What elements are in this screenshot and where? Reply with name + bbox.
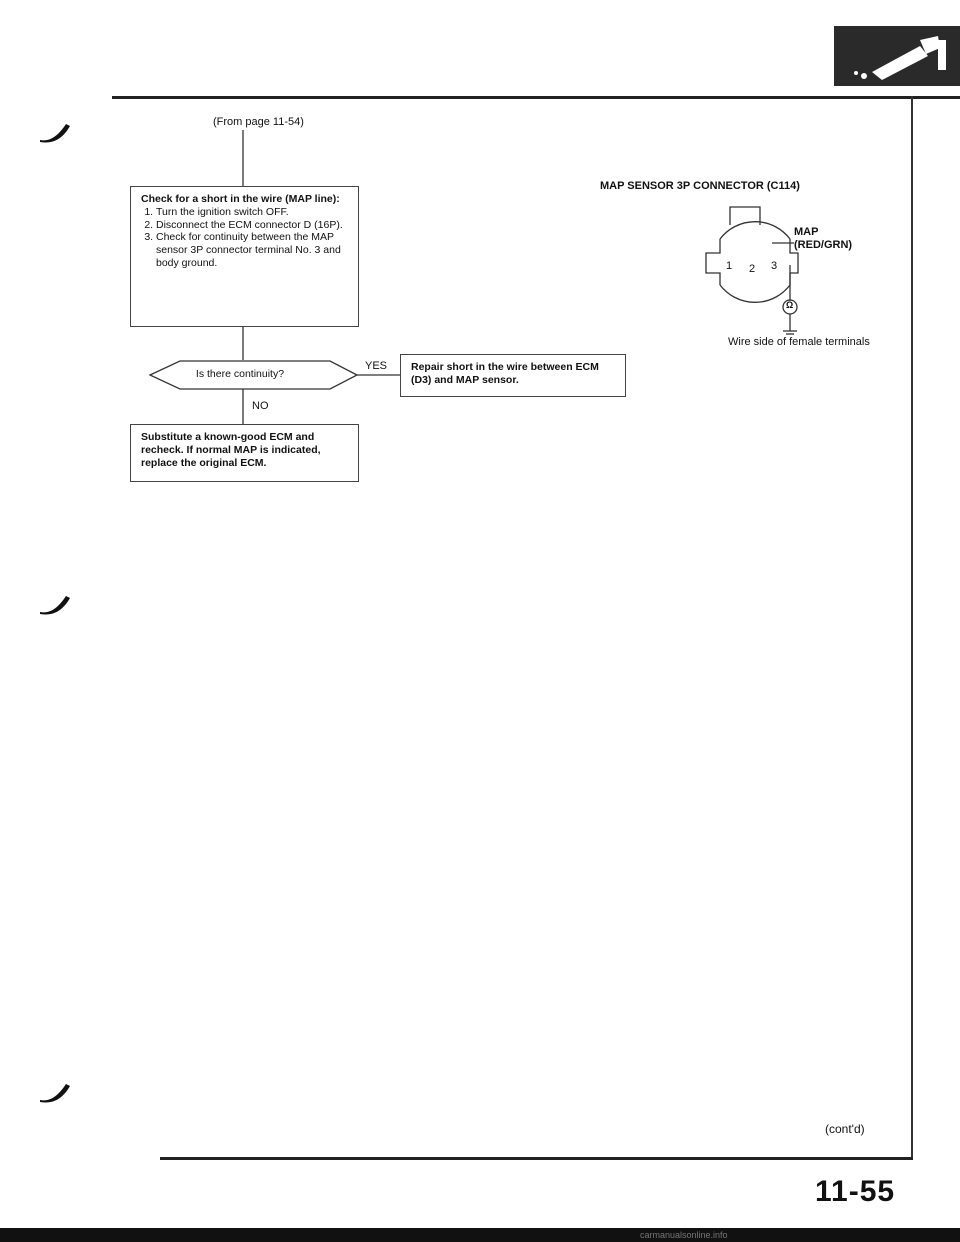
wire-color: (RED/GRN) <box>794 239 853 252</box>
repair-step-box: Repair short in the wire between ECM (D3) and MAP sensor. <box>400 354 626 397</box>
connector-title: MAP SENSOR 3P CONNECTOR (C114) <box>600 180 800 192</box>
continued-label: (cont'd) <box>825 1122 865 1136</box>
terminal-3: 3 <box>771 260 778 272</box>
watermark-url: carmanualsonline.info <box>640 1230 728 1240</box>
check-step: 3. Check for continuity between the MAP sensor 3P connector terminal No. 3 and body ground. <box>156 231 348 269</box>
wire-name: MAP <box>794 226 819 238</box>
check-step-box <box>130 186 359 327</box>
substitute-step-box: Substitute a known-good ECM and recheck. If normal MAP is indicated, replace the original ECM. <box>130 424 359 482</box>
binder-mark-icon <box>36 1082 76 1104</box>
from-page-ref: (From page 11-54) <box>213 116 304 128</box>
footer-rule <box>160 1157 913 1160</box>
ohmmeter-icon: Ω <box>786 300 794 310</box>
check-step: 1. Turn the ignition switch OFF. <box>156 206 348 219</box>
binder-mark-icon <box>36 594 76 616</box>
bottom-bar <box>0 1228 960 1242</box>
connector-caption: Wire side of female terminals <box>728 336 870 348</box>
no-label: NO <box>252 400 269 412</box>
terminal-2: 2 <box>749 263 756 275</box>
wire-label <box>794 226 852 252</box>
page-number: 11-55 <box>815 1175 896 1208</box>
yes-label: YES <box>365 360 388 372</box>
terminal-1: 1 <box>726 260 733 272</box>
check-step: 2. Disconnect the ECM connector D (16P). <box>156 219 348 232</box>
check-title: Check for a short in the wire (MAP line): <box>141 193 340 205</box>
check-steps <box>141 206 348 270</box>
decision-question: Is there continuity? <box>195 368 285 380</box>
